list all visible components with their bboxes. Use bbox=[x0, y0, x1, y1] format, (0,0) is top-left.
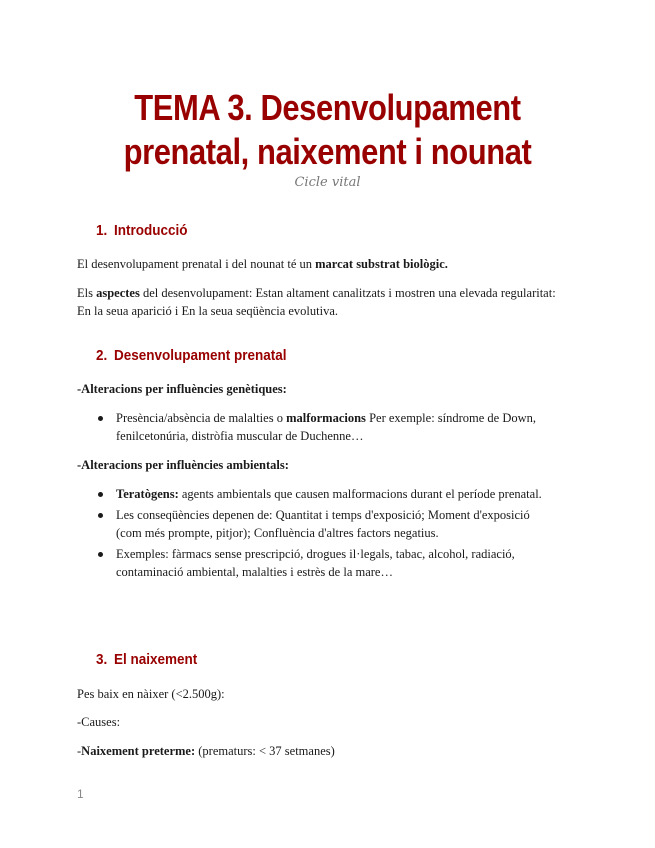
genetic-list bbox=[96, 409, 556, 448]
list-item-text: agents ambientals que causen malformacions durant el període prenatal. bbox=[178, 487, 542, 501]
paragraph-text: El desenvolupament prenatal i del nounat té un bbox=[77, 257, 316, 271]
page-number: 1 bbox=[77, 787, 84, 801]
title-line-1: TEMA 3. Desenvolupament bbox=[134, 87, 521, 128]
subheading-text: -Alteracions per influències genètiques: bbox=[77, 382, 287, 396]
paragraph-text: - bbox=[77, 744, 82, 758]
paragraph-text: (prematurs: < 37 setmanes) bbox=[195, 744, 335, 758]
section-number: 1. bbox=[96, 222, 108, 239]
section-heading-el-naixement bbox=[96, 651, 197, 668]
list-item bbox=[96, 485, 556, 503]
paragraph-text: Pes baix en nàixer (<2.500g): bbox=[77, 687, 225, 701]
paragraph-naixement-preterme bbox=[77, 742, 577, 760]
page-title bbox=[46, 86, 609, 174]
environment-list bbox=[96, 485, 556, 584]
paragraph-intro-1 bbox=[77, 255, 577, 273]
subheading-genetic bbox=[77, 380, 577, 398]
section-heading-introduccio bbox=[96, 222, 188, 239]
list-item-bold-text: Teratògens: bbox=[116, 487, 179, 501]
paragraph-causes bbox=[77, 713, 577, 731]
paragraph-text: Els bbox=[77, 286, 97, 300]
list-item-bold-text: malformacions bbox=[286, 411, 366, 425]
paragraph-intro-2 bbox=[77, 284, 567, 320]
list-item-text: Exemples: fàrmacs sense prescripció, drogues il·legals, tabac, alcohol, radiació, contaminació ambiental, malalties i estrès de la mare… bbox=[116, 547, 515, 579]
paragraph-pes-baix bbox=[77, 685, 577, 703]
title-line-2: prenatal, naixement i nounat bbox=[123, 131, 532, 172]
subheading-text: -Alteracions per influències ambientals: bbox=[77, 458, 289, 472]
section-heading-desenvolupament-prenatal bbox=[96, 347, 287, 364]
page-subtitle: Cicle vital bbox=[294, 175, 361, 190]
list-item-text: Presència/absència de malalties o bbox=[116, 411, 287, 425]
list-item-text: Les conseqüències depenen de: Quantitat i temps d'exposició; Moment d'exposició (com més prompte, pitjor); Confluència d'altres factors negatius. bbox=[116, 508, 530, 540]
paragraph-bold-text: aspectes bbox=[96, 286, 140, 300]
section-title: Introducció bbox=[114, 222, 188, 239]
section-number: 3. bbox=[96, 651, 108, 668]
list-item bbox=[96, 409, 556, 445]
paragraph-text: -Causes: bbox=[77, 715, 121, 729]
paragraph-bold-text: Naixement preterme: bbox=[81, 744, 196, 758]
list-item bbox=[96, 506, 556, 542]
section-number: 2. bbox=[96, 347, 108, 364]
list-item bbox=[96, 545, 556, 581]
list-item-text: Per exemple: síndrome de Down, fenilcetonúria, distròfia muscular de Duchenne… bbox=[116, 411, 537, 443]
subheading-environment bbox=[77, 456, 577, 474]
paragraph-text: del desenvolupament: Estan altament canalitzats i mostren una elevada regularitat: En la seua aparició i En la seua seqüència evolutiva. bbox=[77, 286, 556, 318]
section-title: Desenvolupament prenatal bbox=[114, 347, 287, 364]
section-title: El naixement bbox=[114, 651, 198, 668]
paragraph-bold-text: marcat substrat biològic. bbox=[315, 257, 448, 271]
